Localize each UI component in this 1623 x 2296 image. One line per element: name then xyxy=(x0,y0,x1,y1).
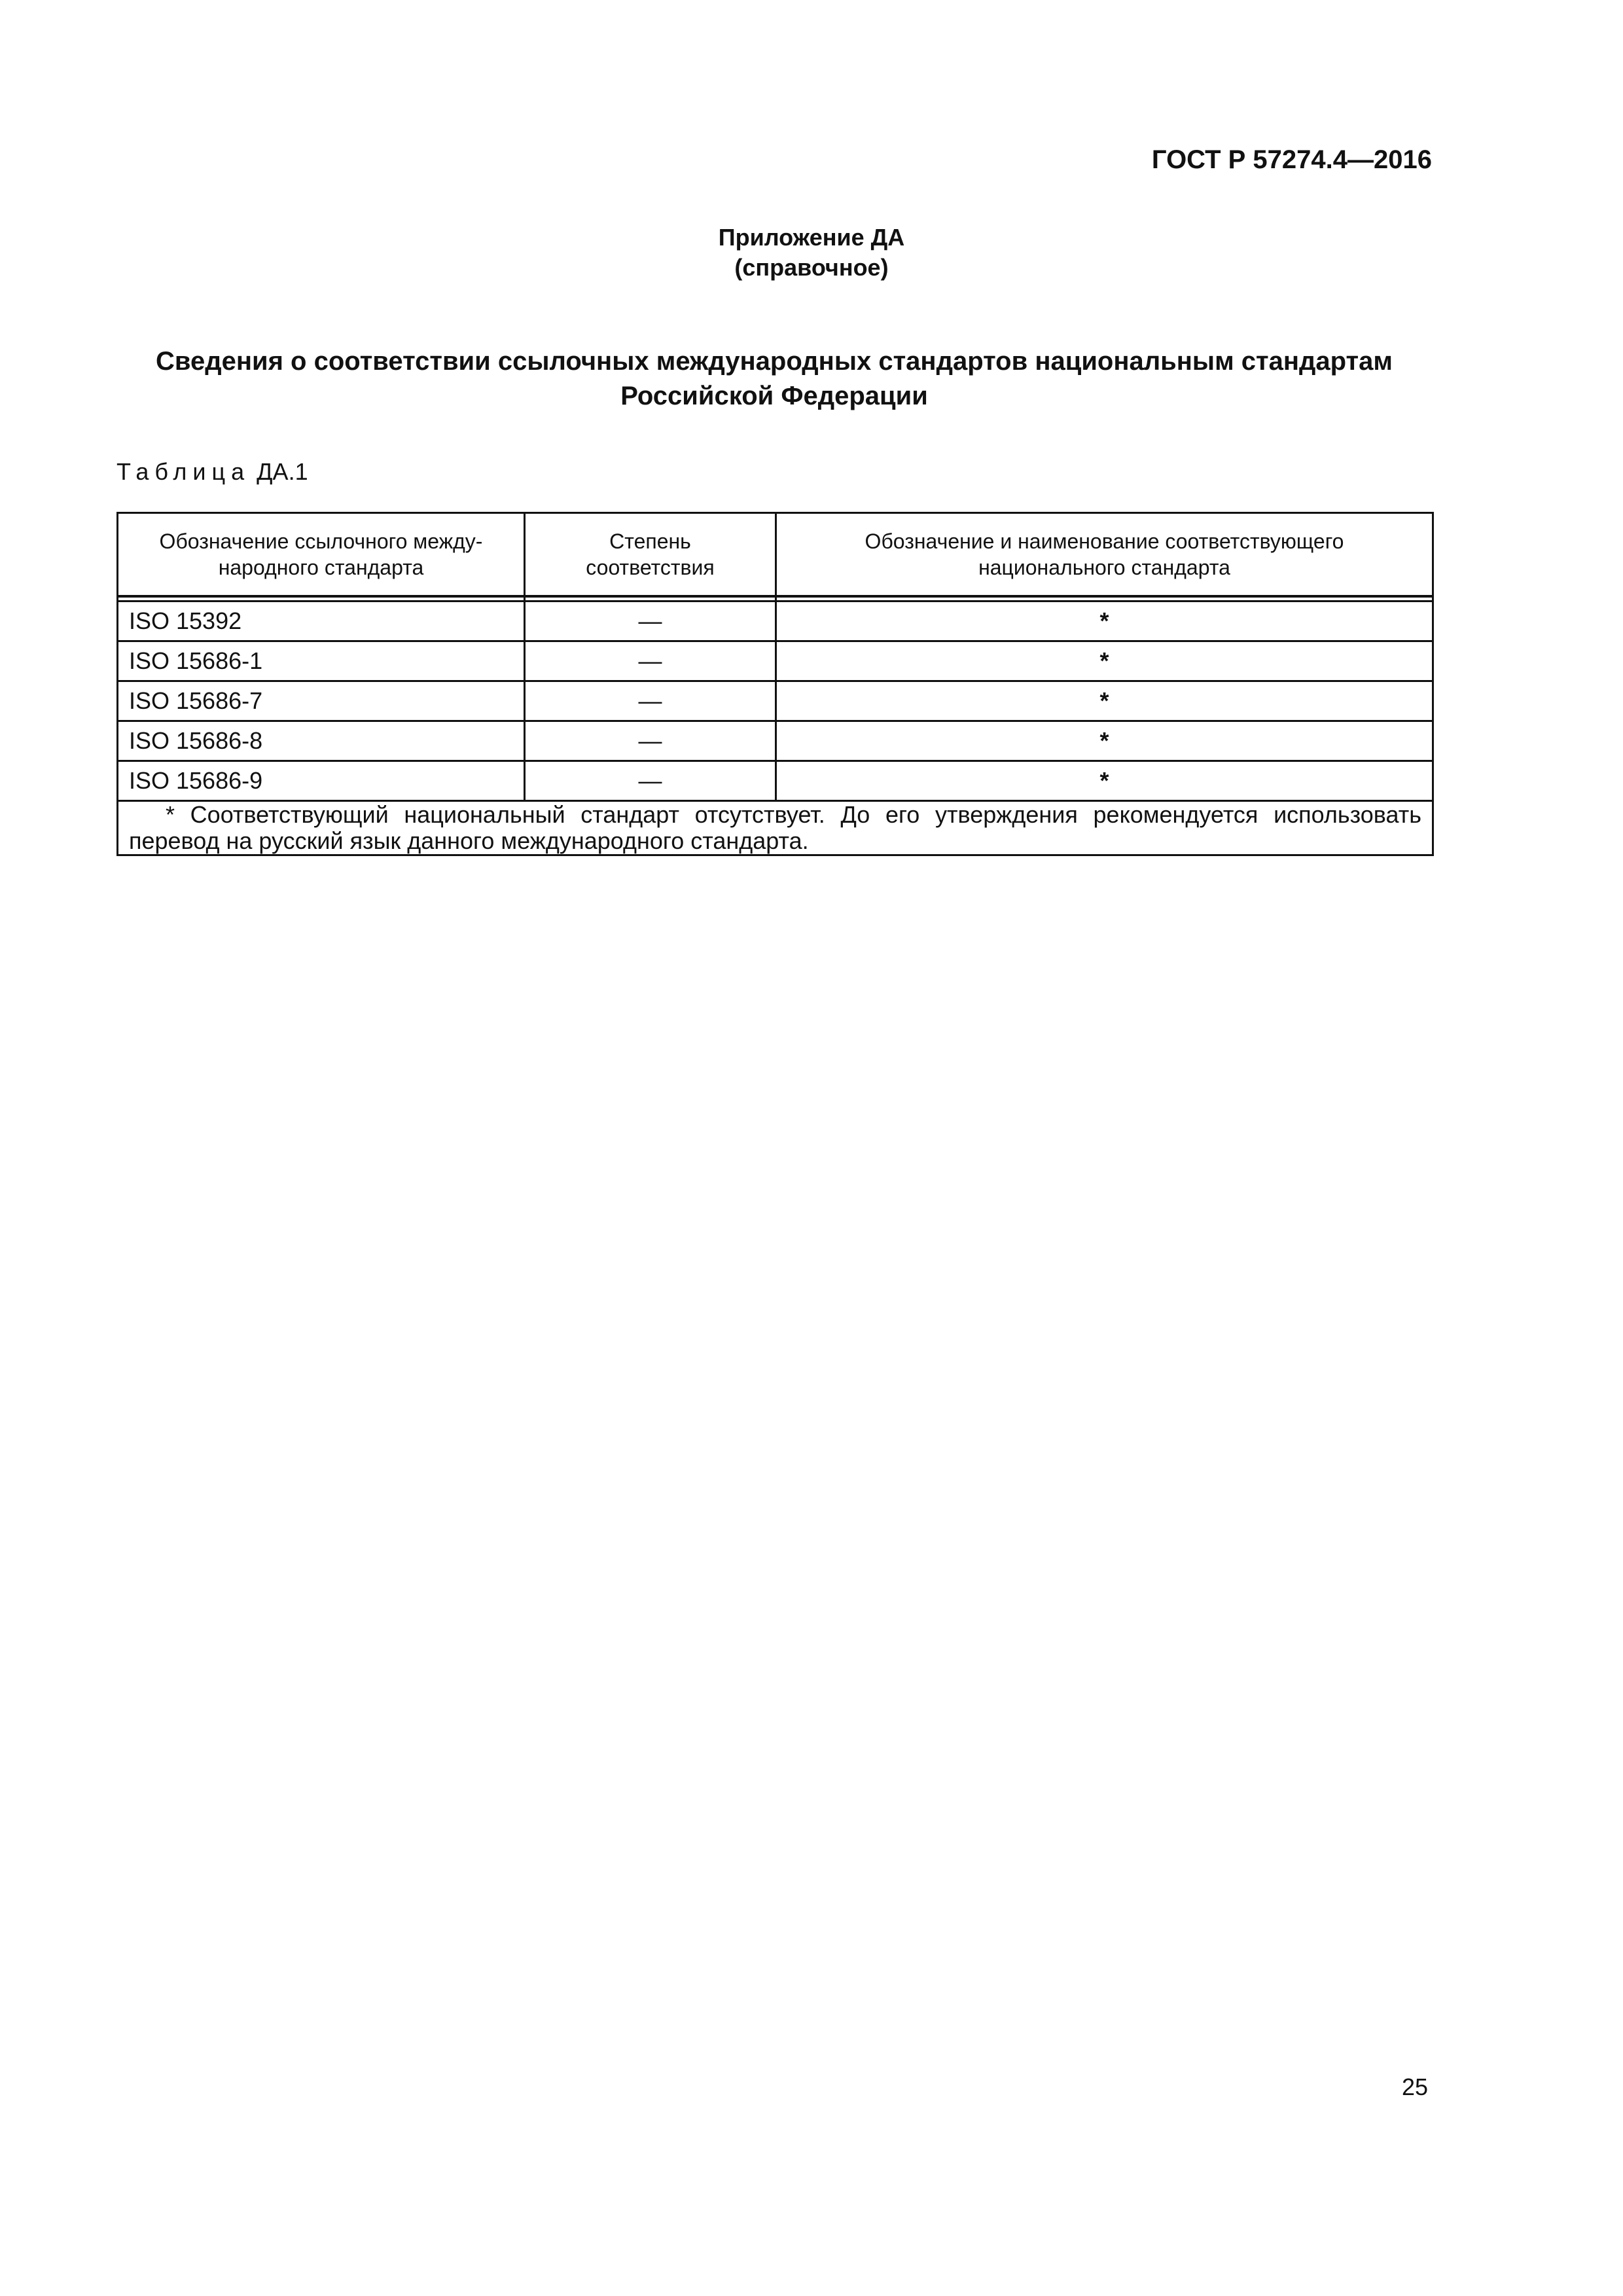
separator-cell xyxy=(776,596,1433,601)
table-row xyxy=(118,641,1433,681)
table-row xyxy=(118,681,1433,721)
table-header-row xyxy=(118,513,1433,597)
appendix-heading xyxy=(0,223,1623,283)
separator-cell xyxy=(525,596,776,601)
appendix-title: Приложение ДА xyxy=(718,224,905,251)
document-code: ГОСТ Р 57274.4—2016 xyxy=(1151,145,1432,174)
cell-reference: ISO 15686-9 xyxy=(118,761,525,801)
cell-degree: — xyxy=(525,721,776,761)
table-row xyxy=(118,761,1433,801)
header-conformity-degree-line-2: соответствия xyxy=(586,556,715,579)
table-row xyxy=(118,721,1433,761)
header-national-standard-line-2: национального стандарта xyxy=(978,556,1230,579)
cell-degree: — xyxy=(525,681,776,721)
page-title-line-2: Российской Федерации xyxy=(620,382,928,410)
table-footnote: * Соответствующий национальный стандарт отсутствует. До его утверждения рекомендуется использовать перевод на русский язык данного международного стандарта. xyxy=(129,801,1421,854)
cell-reference: ISO 15392 xyxy=(118,601,525,641)
cell-national: * xyxy=(776,761,1433,801)
page-title-line-1: Сведения о соответствии ссылочных международных стандартов национальным стандартам xyxy=(156,347,1393,376)
appendix-subtitle: (справочное) xyxy=(734,254,889,281)
header-reference-standard-line-1: Обозначение ссылочного между- xyxy=(159,529,483,553)
cell-reference: ISO 15686-1 xyxy=(118,641,525,681)
cell-reference: ISO 15686-7 xyxy=(118,681,525,721)
header-national-standard-line-1: Обозначение и наименование соответствующего xyxy=(865,529,1344,553)
standards-table xyxy=(116,512,1434,856)
table-row xyxy=(118,601,1433,641)
header-reference-standard xyxy=(118,513,525,597)
page-number: 25 xyxy=(1401,2073,1428,2100)
table-caption-word: Таблица xyxy=(116,458,251,485)
cell-degree: — xyxy=(525,641,776,681)
table-caption-number: ДА.1 xyxy=(257,458,308,485)
table-footnote-row xyxy=(118,801,1433,855)
cell-reference: ISO 15686-8 xyxy=(118,721,525,761)
header-separator xyxy=(118,596,1433,601)
cell-degree: — xyxy=(525,761,776,801)
cell-national: * xyxy=(776,681,1433,721)
cell-national: * xyxy=(776,641,1433,681)
header-conformity-degree-line-1: Степень xyxy=(609,529,691,553)
cell-degree: — xyxy=(525,601,776,641)
table-caption xyxy=(116,458,308,486)
header-national-standard xyxy=(776,513,1433,597)
page-title xyxy=(116,344,1432,414)
cell-national: * xyxy=(776,721,1433,761)
table-footnote-cell xyxy=(118,801,1433,855)
header-conformity-degree xyxy=(525,513,776,597)
header-reference-standard-line-2: народного стандарта xyxy=(218,556,424,579)
cell-national: * xyxy=(776,601,1433,641)
separator-cell xyxy=(118,596,525,601)
